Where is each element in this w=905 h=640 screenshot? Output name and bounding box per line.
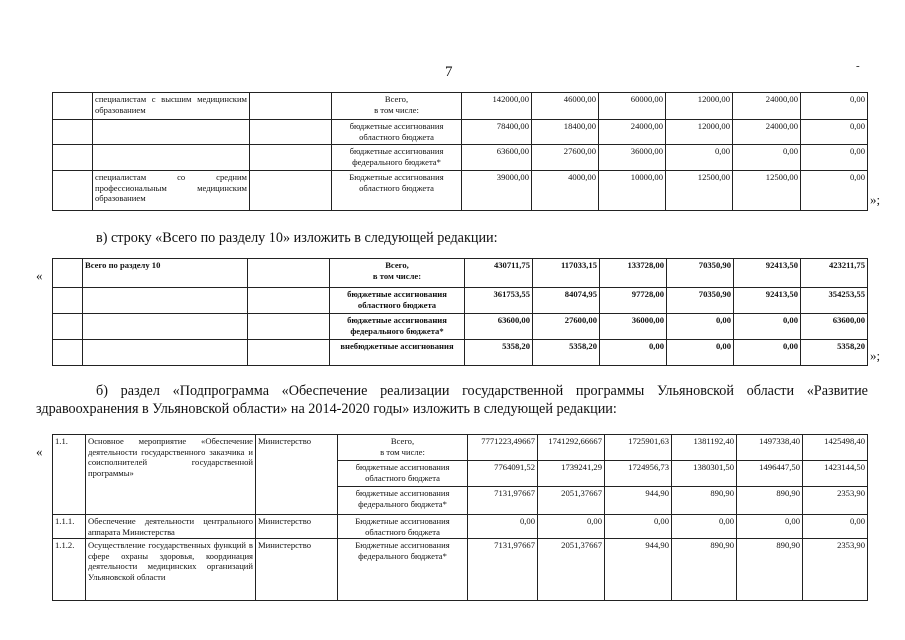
- cell-2014: 117033,15: [533, 259, 600, 288]
- cell-total: 63600,00: [462, 145, 532, 171]
- cell-2015: 1725901,63: [605, 435, 672, 461]
- cell-executor: [248, 288, 330, 314]
- cell-number: [53, 288, 83, 314]
- cell-funding-source: Всего, в том числе:: [330, 259, 465, 288]
- cell-2017: 1497338,40: [737, 435, 803, 461]
- cell-2018: 2353,90: [803, 539, 868, 601]
- cell-activity: Осуществление государственных функций в сфере охраны здоровья, координация деятельности медицинских организаций Ульяновской области: [86, 539, 256, 601]
- cell-2014: 5358,20: [533, 340, 600, 366]
- table-row: [53, 145, 868, 171]
- cell-2017: 0,00: [733, 145, 801, 171]
- table1-end-mark: »;: [870, 192, 881, 207]
- cell-total: 39000,00: [462, 171, 532, 211]
- cell-2017: 0,00: [734, 340, 801, 366]
- table-row: [53, 171, 868, 211]
- cell-2015: 36000,00: [600, 314, 667, 340]
- table-row: [53, 288, 868, 314]
- table-row: [53, 120, 868, 145]
- funding-table-subprogram: [52, 434, 868, 601]
- cell-2015: 0,00: [600, 340, 667, 366]
- cell-2014: 1739241,29: [538, 461, 605, 487]
- cell-funding-source: Бюджетные ассигнования федерального бюджета*: [338, 539, 468, 601]
- cell-2016: 0,00: [667, 314, 734, 340]
- cell-total: 63600,00: [465, 314, 533, 340]
- cell-executor: [248, 340, 330, 366]
- cell-2014: 0,00: [538, 515, 605, 539]
- cell-2016: 1381192,40: [672, 435, 737, 461]
- cell-2017: 12500,00: [733, 171, 801, 211]
- cell-2017: 0,00: [737, 515, 803, 539]
- cell-2016: 890,90: [672, 487, 737, 515]
- page-number: 7: [445, 64, 453, 80]
- cell-executor: Министерство: [256, 515, 338, 539]
- paragraph-b: б) раздел «Подпрограмма «Обеспечение реализации государственной программы Ульяновской области «Развитие здравоохранения в Ульяновской области» на 2014-2020 годы» изложить в следующей редакции:: [36, 383, 868, 417]
- cell-2016: 1380301,50: [672, 461, 737, 487]
- cell-2018: 0,00: [801, 120, 868, 145]
- cell-2014: 4000,00: [532, 171, 599, 211]
- cell-funding-source: внебюджетные ассигнования: [330, 340, 465, 366]
- cell-2017: 24000,00: [733, 93, 801, 120]
- cell-2017: 24000,00: [733, 120, 801, 145]
- cell-2018: 0,00: [803, 515, 868, 539]
- table2-end-mark: »;: [870, 348, 881, 363]
- cell-activity: специалистам с высшим медицинским образованием: [93, 93, 250, 120]
- cell-2014: 1741292,66667: [538, 435, 605, 461]
- cell-total: 7131,97667: [468, 487, 538, 515]
- cell-funding-source: бюджетные ассигнования федерального бюджета*: [330, 314, 465, 340]
- cell-2015: 1724956,73: [605, 461, 672, 487]
- cell-2015: 133728,00: [600, 259, 667, 288]
- cell-executor: [250, 171, 332, 211]
- quote-open-3: «: [36, 444, 43, 459]
- cell-executor: Министерство: [256, 435, 338, 515]
- cell-number: [53, 171, 93, 211]
- cell-2016: 12500,00: [666, 171, 733, 211]
- funding-table-section-10-total: [52, 258, 868, 366]
- cell-2018: 2353,90: [803, 487, 868, 515]
- cell-funding-source: бюджетные ассигнования областного бюджета: [330, 288, 465, 314]
- cell-2017: 92413,50: [734, 259, 801, 288]
- cell-2016: 0,00: [666, 145, 733, 171]
- cell-total: 430711,75: [465, 259, 533, 288]
- table-row: [53, 539, 868, 601]
- quote-open-2: «: [36, 268, 43, 283]
- cell-2014: 2051,37667: [538, 487, 605, 515]
- cell-2015: 944,90: [605, 539, 672, 601]
- cell-2016: 0,00: [667, 340, 734, 366]
- cell-2016: 70350,90: [667, 259, 734, 288]
- cell-2018: 423211,75: [801, 259, 868, 288]
- cell-2015: 60000,00: [599, 93, 666, 120]
- cell-activity: [83, 340, 248, 366]
- cell-total: 78400,00: [462, 120, 532, 145]
- cell-2017: 890,90: [737, 539, 803, 601]
- cell-2015: 36000,00: [599, 145, 666, 171]
- cell-number: 1.1.: [53, 435, 86, 515]
- cell-2014: 84074,95: [533, 288, 600, 314]
- cell-activity: Всего по разделу 10: [83, 259, 248, 288]
- cell-executor: Министерство: [256, 539, 338, 601]
- table-row: [53, 259, 868, 288]
- cell-2015: 0,00: [605, 515, 672, 539]
- cell-funding-source: бюджетные ассигнования областного бюджета: [332, 120, 462, 145]
- cell-funding-source: Всего, в том числе:: [332, 93, 462, 120]
- cell-activity: [83, 314, 248, 340]
- cell-funding-source: Всего, в том числе:: [338, 435, 468, 461]
- table-row: [53, 515, 868, 539]
- cell-2017: 890,90: [737, 487, 803, 515]
- cell-number: [53, 340, 83, 366]
- cell-2014: 27600,00: [532, 145, 599, 171]
- cell-total: 0,00: [468, 515, 538, 539]
- cell-2018: 5358,20: [801, 340, 868, 366]
- cell-total: 7771223,49667: [468, 435, 538, 461]
- cell-executor: [250, 145, 332, 171]
- cell-2014: 46000,00: [532, 93, 599, 120]
- cell-executor: [248, 259, 330, 288]
- cell-activity: Обеспечение деятельности центрального аппарата Министерства: [86, 515, 256, 539]
- cell-funding-source: бюджетные ассигнования областного бюджета: [338, 461, 468, 487]
- cell-2015: 24000,00: [599, 120, 666, 145]
- table-row: [53, 314, 868, 340]
- cell-2018: 354253,55: [801, 288, 868, 314]
- cell-2018: 0,00: [801, 145, 868, 171]
- cell-funding-source: бюджетные ассигнования федерального бюджета*: [332, 145, 462, 171]
- cell-activity: специалистам со средним профессиональным медицинским образованием: [93, 171, 250, 211]
- cell-2016: 12000,00: [666, 93, 733, 120]
- cell-2017: 0,00: [734, 314, 801, 340]
- cell-executor: [250, 93, 332, 120]
- cell-activity: Основное мероприятие «Обеспечение деятельности государственного заказчика и соисполнителей государственной программы»: [86, 435, 256, 515]
- cell-2015: 97728,00: [600, 288, 667, 314]
- cell-total: 142000,00: [462, 93, 532, 120]
- cell-2015: 944,90: [605, 487, 672, 515]
- cell-funding-source: Бюджетные ассигнования областного бюджета: [332, 171, 462, 211]
- cell-total: 7131,97667: [468, 539, 538, 601]
- cell-2014: 27600,00: [533, 314, 600, 340]
- cell-2016: 0,00: [672, 515, 737, 539]
- cell-activity: [93, 120, 250, 145]
- cell-number: [53, 259, 83, 288]
- cell-number: [53, 145, 93, 171]
- cell-activity: [93, 145, 250, 171]
- cell-executor: [250, 120, 332, 145]
- cell-total: 361753,55: [465, 288, 533, 314]
- cell-funding-source: бюджетные ассигнования федерального бюджета*: [338, 487, 468, 515]
- table-row: [53, 435, 868, 461]
- cell-2018: 0,00: [801, 171, 868, 211]
- cell-2016: 70350,90: [667, 288, 734, 314]
- cell-2014: 18400,00: [532, 120, 599, 145]
- table-row: [53, 340, 868, 366]
- cell-number: 1.1.1.: [53, 515, 86, 539]
- cell-2018: 1423144,50: [803, 461, 868, 487]
- cell-2018: 63600,00: [801, 314, 868, 340]
- cell-2017: 1496447,50: [737, 461, 803, 487]
- paragraph-v: в) строку «Всего по разделу 10» изложить в следующей редакции:: [96, 230, 498, 246]
- cell-activity: [83, 288, 248, 314]
- cell-funding-source: Бюджетные ассигнования областного бюджета: [338, 515, 468, 539]
- cell-total: 7764091,52: [468, 461, 538, 487]
- cell-executor: [248, 314, 330, 340]
- cell-2018: 1425498,40: [803, 435, 868, 461]
- cell-number: [53, 314, 83, 340]
- cell-2016: 890,90: [672, 539, 737, 601]
- cell-number: 1.1.2.: [53, 539, 86, 601]
- cell-number: [53, 93, 93, 120]
- cell-2018: 0,00: [801, 93, 868, 120]
- funding-table-specialists: [52, 92, 868, 211]
- table-row: [53, 93, 868, 120]
- corner-mark: -: [856, 60, 860, 72]
- cell-2014: 2051,37667: [538, 539, 605, 601]
- cell-2016: 12000,00: [666, 120, 733, 145]
- cell-2015: 10000,00: [599, 171, 666, 211]
- cell-2017: 92413,50: [734, 288, 801, 314]
- cell-number: [53, 120, 93, 145]
- cell-total: 5358,20: [465, 340, 533, 366]
